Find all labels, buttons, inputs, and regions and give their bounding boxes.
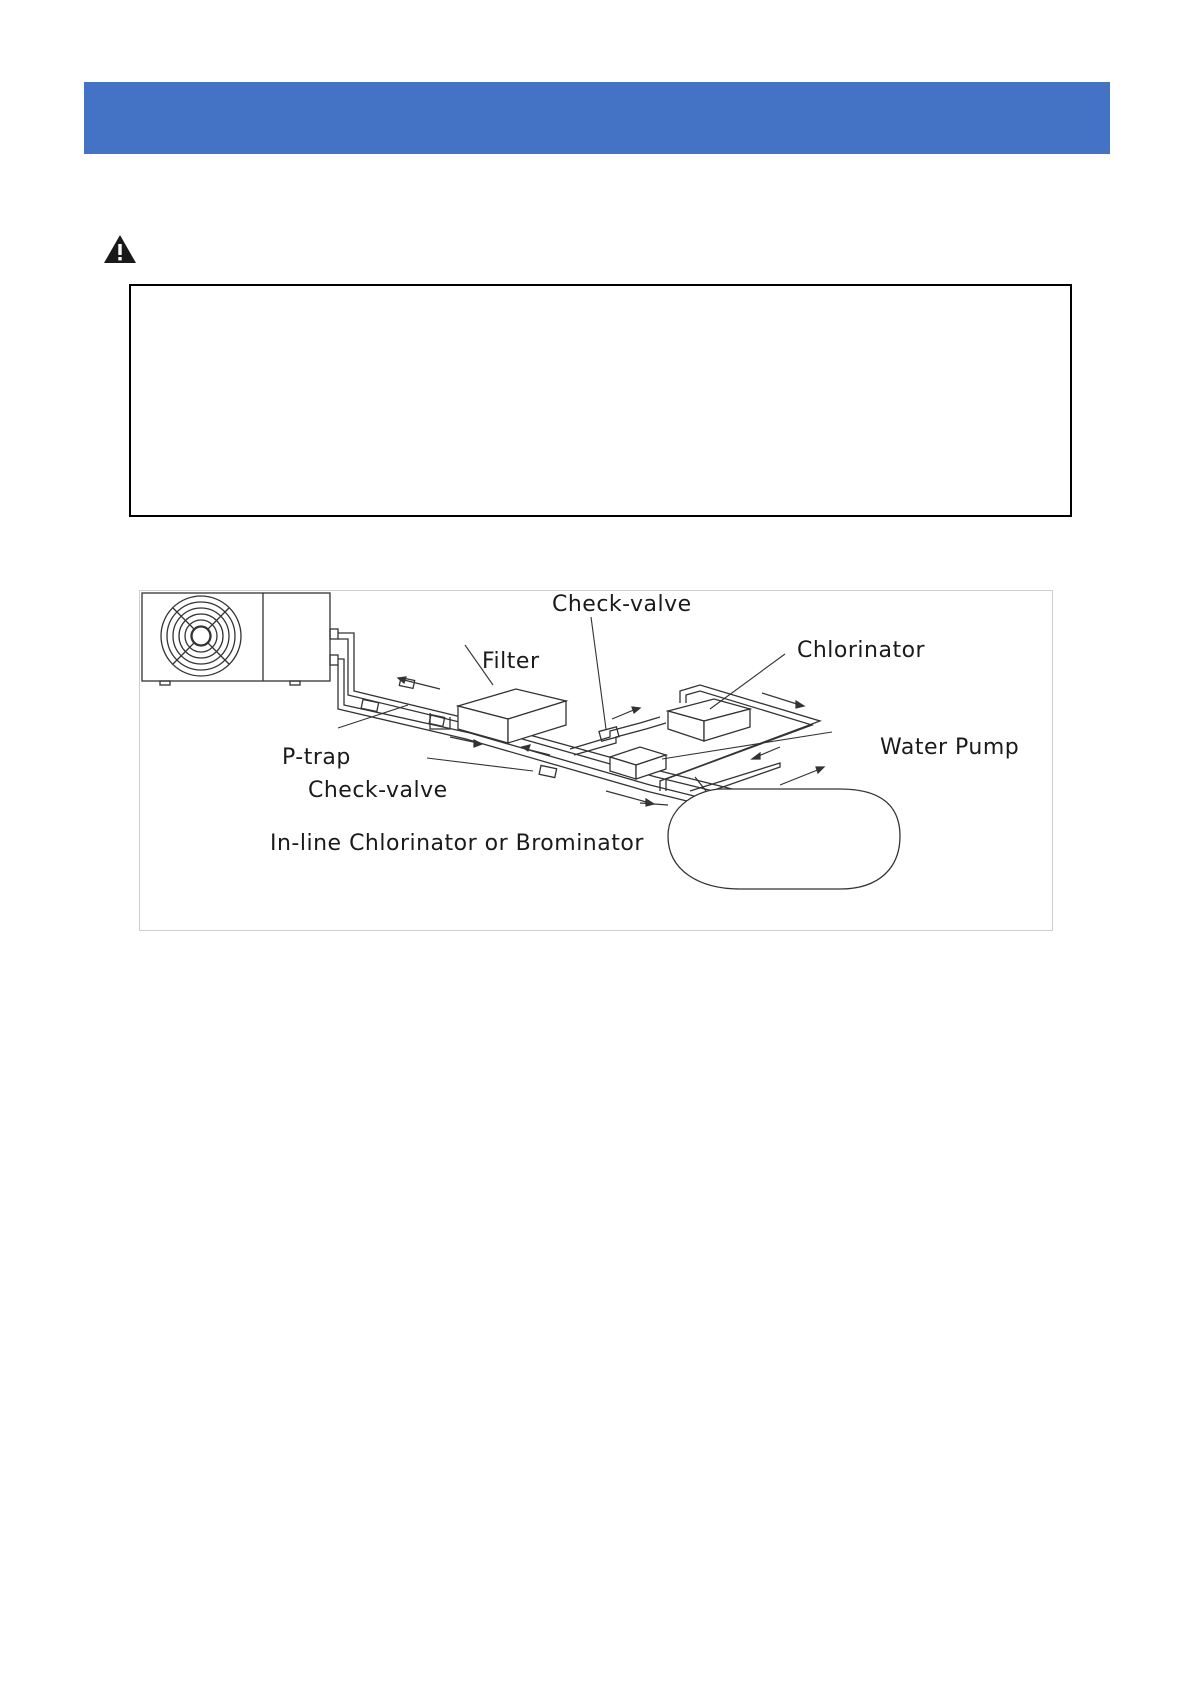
label-filter: Filter <box>482 649 540 674</box>
label-water-pump: Water Pump <box>880 735 1020 760</box>
water-pump-box <box>610 747 666 779</box>
label-check-valve-bottom: Check-valve <box>308 778 448 803</box>
warning-icon <box>102 233 138 265</box>
notice-box <box>129 284 1072 517</box>
filter-box <box>458 689 566 743</box>
label-chlorinator: Chlorinator <box>797 638 926 663</box>
heat-pump-unit <box>142 593 330 685</box>
header-bar <box>84 82 1110 154</box>
chlorinator-box <box>668 699 750 741</box>
label-p-trap: P-trap <box>282 745 351 770</box>
label-inline-chlorinator: In-line Chlorinator or Brominator <box>270 831 644 856</box>
diagram-svg <box>140 591 1054 932</box>
installation-diagram <box>139 590 1053 931</box>
label-check-valve-top: Check-valve <box>552 592 692 617</box>
